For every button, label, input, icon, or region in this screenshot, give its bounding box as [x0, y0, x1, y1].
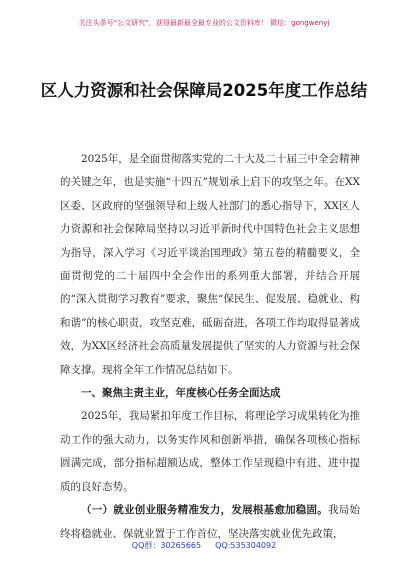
- summary-paragraph: 2025年，我局紧扣年度工作目标，将理论学习成果转化为推动工作的强大动力，以务实作风和创新举措，确保各项核心指标圆满完成，部分指标超额达成，整体工作呈现稳中有进、进中提质的良好态势。: [60, 410, 360, 493]
- qq-text: QQ:535304092: [215, 541, 277, 550]
- document-body: [60, 148, 360, 546]
- section-heading-1: 一、聚焦主责主业，年度核心任务全面达成: [81, 387, 281, 400]
- intro-paragraph: 2025年，是全面贯彻落实党的二十大及二十届三中全会精神的关键之年，也是实施“十四五”规划承上启下的攻坚之年。在XX区委、区政府的坚强领导和上级人社部门的悉心指导下，XX区人力资源和社会保障局坚持以习近平新时代中国特色社会主义思想为指导，深入学习《习近平谈治国理政》第五卷的精髓要义，全面贯彻党的二十届四中全会作出的系列重大部署，并结合开展的“深入贯彻学习教育”要求，聚焦“保民生、促发展、稳就业、构和谐”的核心职责，攻坚克难，砥砺奋进，各项工作均取得显著成效，为XX区经济社会高质量发展提供了坚实的人力资源与社会保障支撑。现将全年工作情况总结如下。: [60, 153, 360, 376]
- subsection-text: 我局始终将稳就业、保就业置于工作首位，坚决落实就业优先政策，: [60, 504, 361, 540]
- subsection-heading: （一）就业创业服务精准发力，发展根基愈加稳固。: [81, 504, 329, 517]
- document-title: 区人力资源和社会保障局2025年度工作总结: [40, 81, 368, 100]
- contact-footer: [0, 541, 408, 551]
- promo-header: 关注头条号“公文研究”，获得最新最全最专业的公文资料库！ 微信：gongwenyj: [78, 19, 330, 27]
- subsection-paragraph: [60, 499, 360, 546]
- qq-group-text: QQ群：30265665: [131, 541, 202, 550]
